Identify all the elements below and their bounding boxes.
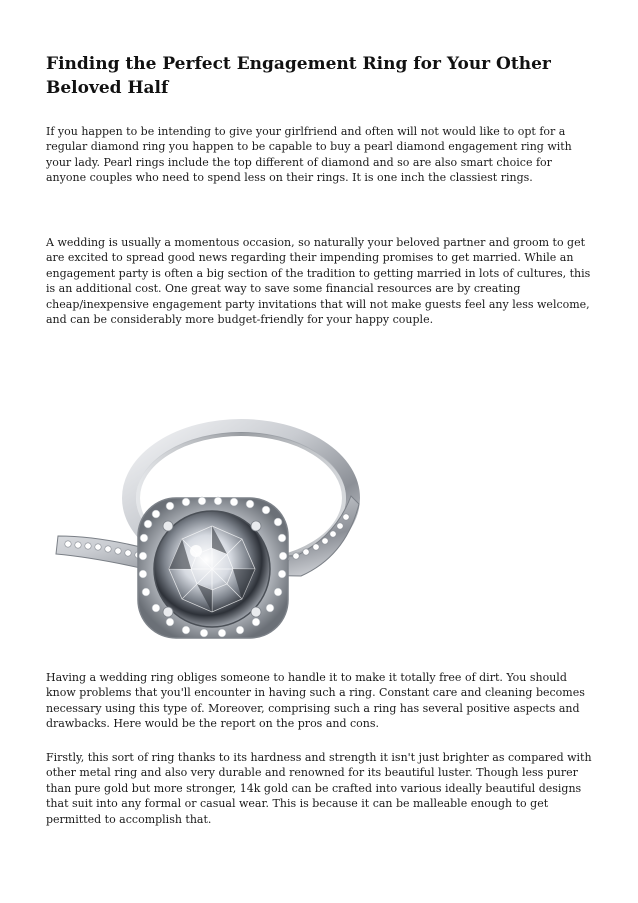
document-page xyxy=(46,52,594,826)
paragraph-4: Firstly, this sort of ring thanks to its hardness and strength it isn't just brighter as compared with other metal ring and also very durable and renowned for its beautiful luster. Though less purer than pure gold but more stronger, 14k gold can be crafted into various ideally beautiful designs that suit into any formal or casual wear. This is because it can be malleable enough to get permitted to accomplish that. xyxy=(46,751,592,826)
engagement-ring-image xyxy=(46,386,366,656)
paragraph-2: A wedding is usually a momentous occasion, so naturally your beloved partner and groom to get are excited to spread good news regarding their impending promises to get married. While an engagement party is often a big section of the tradition to getting married in lots of cultures, this is an additional cost. One great way to save some financial resources are by creating cheap/inexpensive engagement party invitations that will not make guests feel any less welcome, and can be considerably more budget-friendly for your happy couple. xyxy=(46,236,591,327)
ring-illustration xyxy=(46,386,366,656)
page-title: Finding the Perfect Engagement Ring for Your Other Beloved Half xyxy=(46,54,551,98)
paragraph-1: If you happen to be intending to give your girlfriend and often will not would like to opt for a regular diamond ring you happen to be capable to buy a pearl diamond engagement ring with your lady. Pearl rings include the top different of diamond and so are also smart choice for anyone couples who need to spend less on their rings. It is one inch the classiest rings. xyxy=(46,125,572,185)
paragraph-3: Having a wedding ring obliges someone to handle it to make it totally free of dirt. You should know problems that you'll encounter in having such a ring. Constant care and cleaning becomes necessary using this type of. Moreover, comprising such a ring has several positive aspects and drawbacks. Here would be the report on the pros and cons. xyxy=(46,671,585,731)
